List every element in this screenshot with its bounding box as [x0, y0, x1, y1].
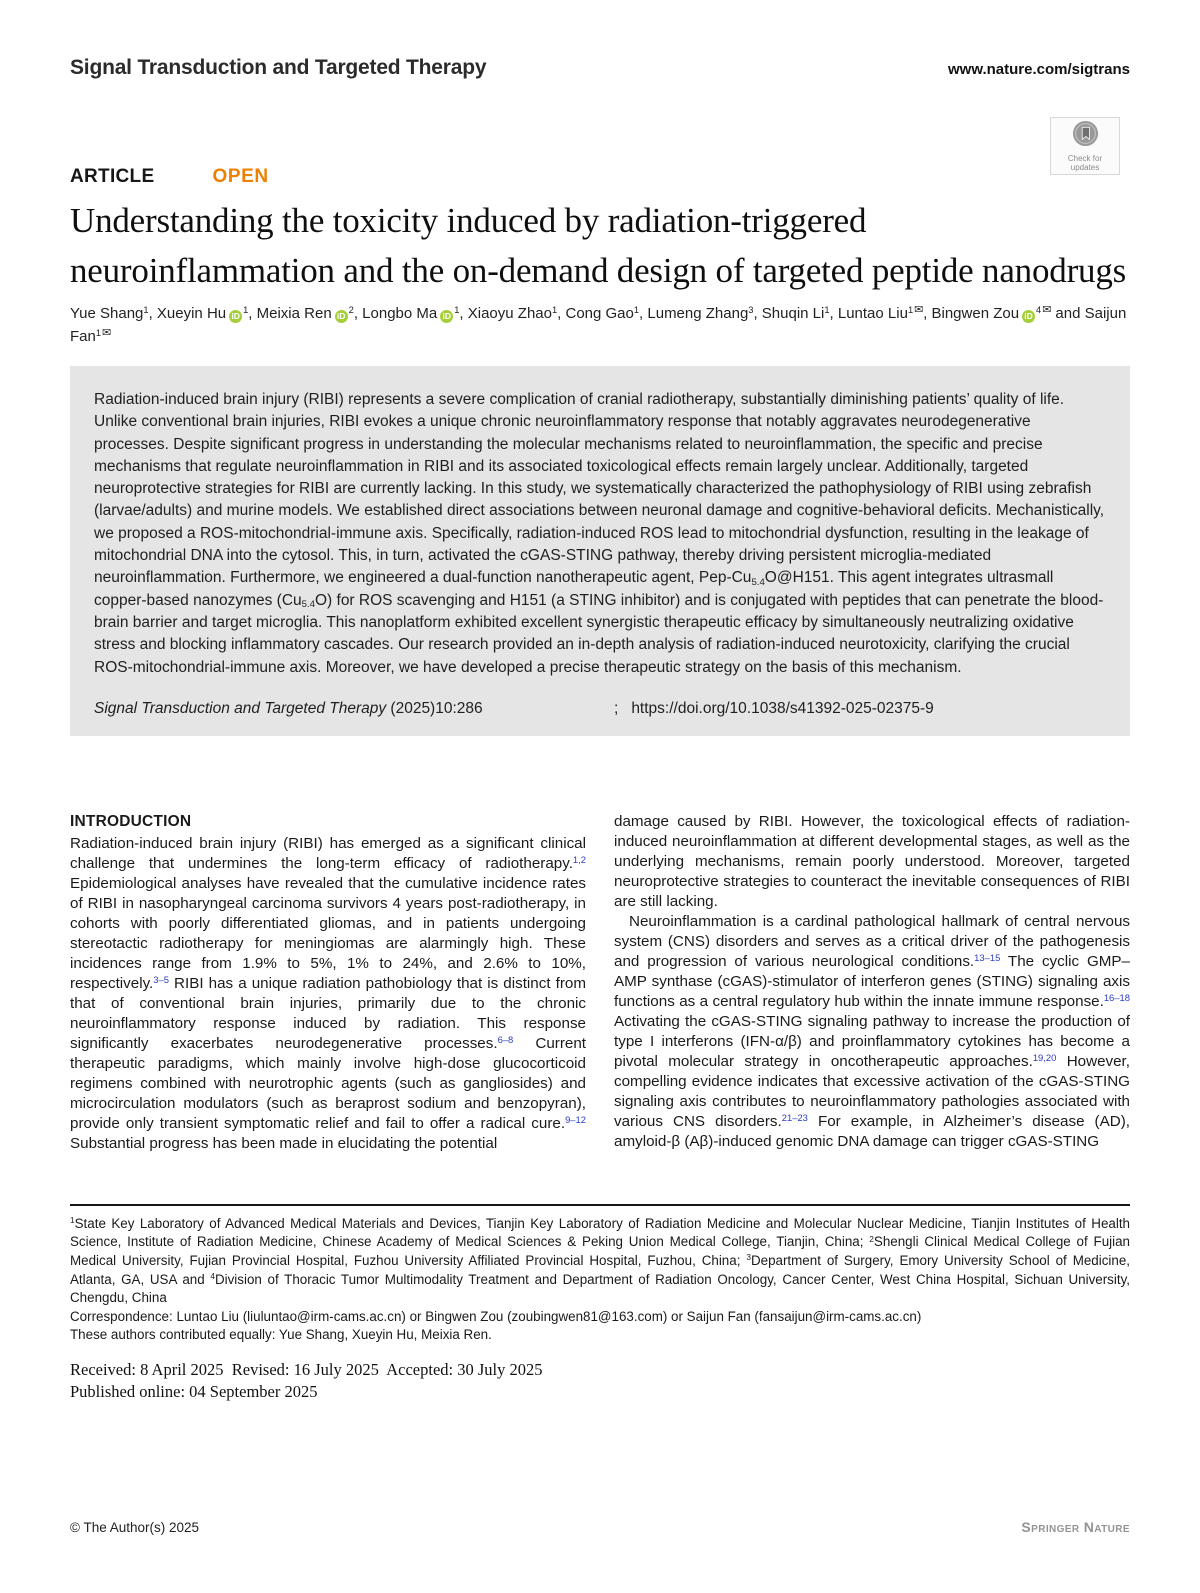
affiliation-superscript: 4: [1036, 304, 1042, 315]
correspondence-line: Correspondence: Luntao Liu (liuluntao@irm-cams.ac.cn) or Bingwen Zou (zoubingwen81@163.com) or Saijun Fan (fansaijun@irm-cams.ac.cn): [70, 1308, 922, 1324]
springer-nature-logo: Springer Nature: [1021, 1519, 1130, 1535]
check-for-updates-badge[interactable]: [1050, 117, 1120, 175]
introduction-heading: INTRODUCTION: [70, 812, 192, 830]
reference-link[interactable]: 19,20: [1032, 1051, 1057, 1063]
journal-url-link[interactable]: www.nature.com/sigtrans: [948, 61, 1130, 78]
intro-right-column: [614, 812, 1130, 1154]
reference-link[interactable]: 9–12: [565, 1113, 586, 1125]
page-title: Understanding the toxicity induced by radiation-triggered neuroinflammation and the on-demand design of targeted peptide nanodrugs: [70, 201, 1127, 290]
affiliation-superscript: 1: [454, 304, 460, 315]
intro-paragraph-3: Neuroinflammation is a cardinal pathological hallmark of central nervous system (CNS) disorders and serves as a critical driver of the pathogenesis and progression of various neurological conditions.$^{13-15}$ The cyclic GMP–AMP synthase (cGAS)-stimulator of interferon genes (STING) signaling axis functions as a central regulatory hub within the innate immune response.$^{16-18}$ Activating the cGAS-STING signaling pathway to increase the production of type I interferons (IFN-α/β) and proinflammatory cytokines has become a pivotal molecular strategy in oncotherapeutic approaches.$^{19,20}$ However, compelling evidence indicates that excessive activation of the cGAS-STING signaling axis contributes to neuroinflammatory pathologies associated with various CNS disorders.$^{21-23}$ For example, in Alzheimer’s disease (AD), amyloid-β (Aβ)-induced genomic DNA damage can trigger cGAS-STING: [614, 912, 1130, 1150]
journal-name: Signal Transduction and Targeted Therapy: [70, 56, 487, 79]
affiliation-superscript: 1: [143, 304, 149, 315]
reference-link[interactable]: 1,2: [572, 853, 586, 865]
orcid-icon[interactable]: iD: [229, 310, 242, 323]
corresponding-author-email-icon[interactable]: ✉: [1042, 303, 1052, 316]
article-dates: [70, 1359, 1130, 1402]
footnote-divider: [70, 1204, 1130, 1206]
reference-link[interactable]: 13–15: [974, 951, 1001, 963]
affiliation-superscript: 1: [824, 304, 830, 315]
open-access-label: OPEN: [212, 166, 269, 187]
intro-left-column: [70, 812, 586, 1154]
affiliation-superscript: 1: [70, 1215, 75, 1226]
equal-contribution-line: These authors contributed equally: Yue Shang, Xueyin Hu, Meixia Ren.: [70, 1327, 492, 1343]
introduction-section: [70, 812, 1130, 1154]
abstract-box: [70, 366, 1130, 736]
reference-link[interactable]: 3–5: [153, 973, 169, 985]
orcid-icon[interactable]: iD: [440, 310, 453, 323]
doi-link[interactable]: https://doi.org/10.1038/s41392-025-02375-9: [631, 699, 934, 717]
masthead: [70, 0, 1130, 80]
authors-line: Yue Shang$^1$, Xueyin Hu $iD^1$, Meixia Ren $iD^2$, Longbo Ma $iD^1$, Xiaoyu Zhao$^1$, Cong Gao$^1$, Lumeng Zhang$^3$, Shuqin Li$^1$, Luntao Liu$^{1✉}$, Bingwen Zou $iD^{4✉}$ and Saijun Fan$^{1✉}$: [70, 303, 1127, 345]
copyright-notice: © The Author(s) 2025: [70, 1520, 200, 1535]
reference-link[interactable]: 6–8: [497, 1033, 514, 1045]
affiliation-superscript: 1: [95, 327, 102, 338]
affiliation-superscript: 1: [633, 304, 640, 315]
intro-paragraph-1: Radiation-induced brain injury (RIBI) has emerged as a significant clinical challenge that undermines the long-term efficacy of radiotherapy.$^{1,2}$ Epidemiological analyses have revealed that the cumulative incidence rates of RIBI in nasopharyngeal carcinoma survivors 4 years post-radiotherapy, in cohorts with poorly differentiated gliomas, and in patients undergoing stereotactic radiotherapy for meningiomas are alarmingly high. These incidences range from 1.9% to 5%, 1% to 24%, and 2.6% to 10%, respectively.$^{3-5}$ RIBI has a unique radiation pathobiology that is distinct from that of conventional brain injuries, primarily due to the chronic neuroinflammatory response induced by radiation. This response significantly exacerbates neurodegenerative processes.$^{6-8}$ Current therapeutic paradigms, which mainly involve high-dose glucocorticoid regimens combined with neurotrophic agents (such as gangliosides) and microcirculation modulators (such as beraprost sodium and benzopyran), provide only transient symptomatic relief and fail to offer a radical cure.$^{9-12}$ Substantial progress has been made in elucidating the potential: [70, 834, 586, 1152]
page-footer: [70, 1519, 1130, 1535]
corresponding-author-email-icon[interactable]: ✉: [914, 303, 924, 316]
affiliation-superscript: 4: [210, 1271, 215, 1282]
abstract-text: Radiation-induced brain injury (RIBI) represents a severe complication of cranial radiotherapy, substantially diminishing patients’ quality of life. Unlike conventional brain injuries, RIBI evokes a unique chronic neuroinflammatory response that notably aggravates neurodegenerative processes. Despite significant progress in understanding the molecular mechanisms related to neuroinflammation, the specific and precise mechanisms that regulate neuroinflammation in RIBI and its associated toxicological effects remain largely unclear. Additionally, targeted neuroprotective strategies for RIBI are currently lacking. In this study, we systematically characterized the pathophysiology of RIBI using zebrafish (larvae/adults) and murine models. We established direct associations between neuronal damage and cognitive-behavioral deficits. Mechanistically, we proposed a ROS-mitochondrial-immune axis. Specifically, radiation-induced ROS lead to mitochondrial dysfunction, resulting in the leakage of mitochondrial DNA into the cytosol. This, in turn, activated the cGAS-STING pathway, thereby driving persistent microglia-mediated neuroinflammation. Furthermore, we engineered a dual-function nanotherapeutic agent, Pep-$Cu_{5.4}O@H151$. This agent integrates ultrasmall copper-based nanozymes $(Cu_{5.4}O)$ for ROS scavenging and H151 (a STING inhibitor) and is conjugated with peptides that can penetrate the blood-brain barrier and target microglia. This nanoplatform exhibited excellent synergistic therapeutic efficacy by simultaneously neutralizing oxidative stress and blocking inflammatory cascades. Our research provided an in-depth analysis of radiation-induced neurotoxicity, clarifying the crucial ROS-mitochondrial-immune axis. Moreover, we have developed a precise therapeutic strategy on the basis of this mechanism.: [94, 391, 1105, 676]
affiliation-superscript: 3: [748, 304, 754, 315]
orcid-icon[interactable]: iD: [335, 310, 348, 323]
check-for-updates-label: Check for updates: [1067, 153, 1103, 172]
chemical-subscript: 5.4: [751, 577, 765, 589]
reference-link[interactable]: 16–18: [1103, 991, 1130, 1003]
affiliation-superscript: 1: [907, 304, 914, 315]
chemical-subscript: 5.4: [301, 599, 315, 611]
affiliation-superscript: 2: [348, 304, 354, 315]
journal-citation: [94, 700, 614, 718]
affiliation-superscript: 1: [243, 304, 249, 315]
published-line: Published online: 04 September 2025: [70, 1381, 318, 1401]
footnotes: [70, 1215, 1130, 1345]
intro-paragraph-2: damage caused by RIBI. However, the toxicological effects of radiation-induced neuroinflammation at different developmental stages, as well as the underlying mechanisms, remain poorly understood. Moreover, targeted neuroprotective strategies to counteract the inevitable consequences of RIBI are still lacking.: [614, 812, 1130, 910]
citation-row: [94, 700, 1106, 718]
reference-link[interactable]: 21–23: [781, 1111, 808, 1123]
citation-volume: (2025)10:286: [386, 699, 483, 717]
affiliation-superscript: 2: [869, 1233, 874, 1244]
orcid-icon[interactable]: iD: [1022, 310, 1035, 323]
affiliation-superscript: 1: [551, 304, 558, 315]
received-line: Received: 8 April 2025 Revised: 16 July 2025 Accepted: 30 July 2025: [70, 1360, 543, 1380]
article-type-row: [70, 166, 1130, 188]
citation-journal-name: Signal Transduction and Targeted Therapy: [94, 699, 387, 717]
affiliations-text: $^1$State Key Laboratory of Advanced Medical Materials and Devices, Tianjin Key Laboratory of Radiation Medicine and Molecular Nuclear Medicine, Tianjin Institutes of Health Science, Institute of Radiation Medicine, Chinese Academy of Medical Sciences & Peking Union Medical College, Tianjin, China; $^2$Shengli Clinical Medical College of Fujian Medical University, Fujian Provincial Hospital, Fuzhou University Affiliated Provincial Hospital, Fuzhou, China; $^3$Department of Surgery, Emory University School of Medicine, Atlanta, GA, USA and $^4$Division of Thoracic Tumor Multimodality Treatment and Department of Radiation Oncology, Cancer Center, West China Hospital, Sichuan University, Chengdu, China: [70, 1215, 1131, 1306]
corresponding-author-email-icon[interactable]: ✉: [102, 326, 112, 339]
article-type-label: ARTICLE: [70, 166, 155, 187]
crossmark-icon: [1072, 120, 1099, 152]
citation-separator: ;: [614, 699, 619, 717]
affiliation-superscript: 3: [746, 1252, 751, 1263]
